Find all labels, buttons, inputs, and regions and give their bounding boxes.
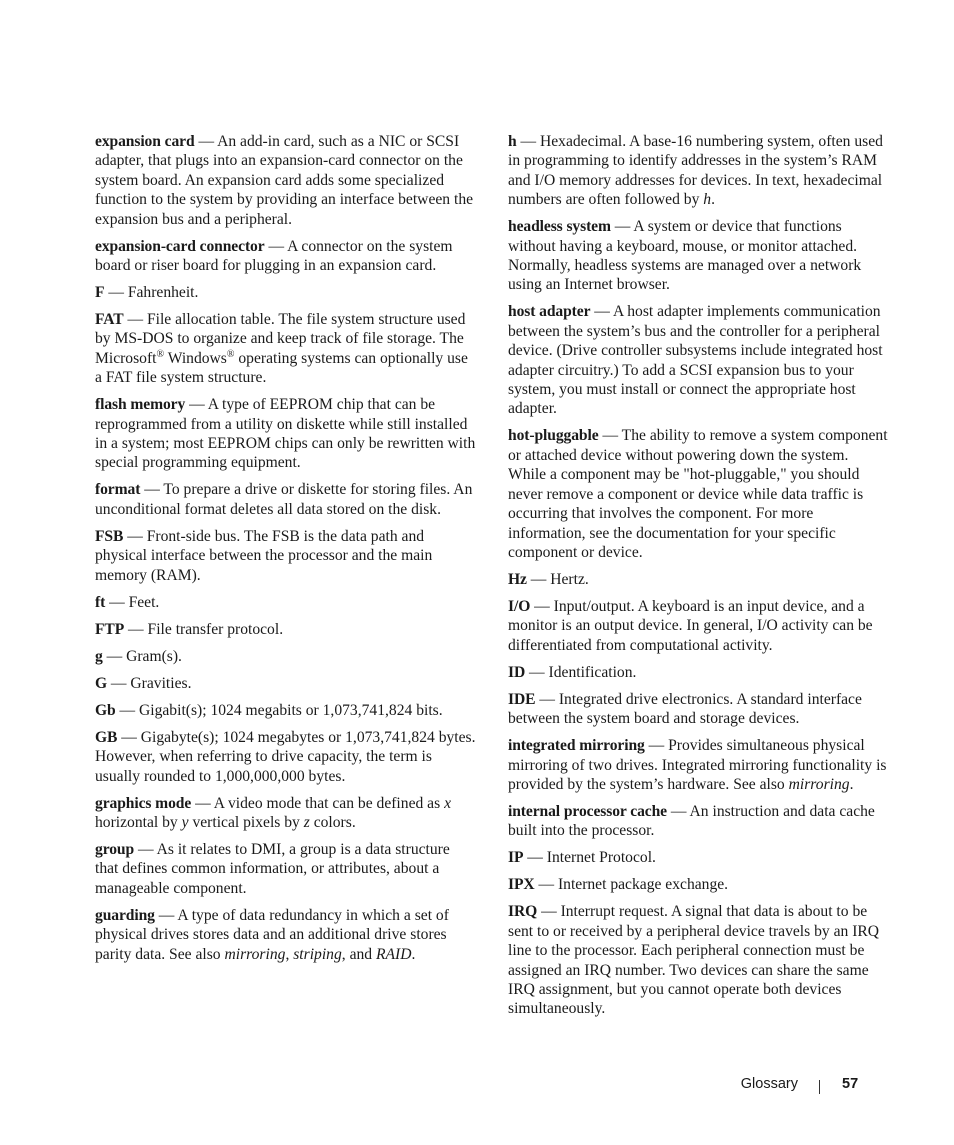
glossary-entry-hot-pluggable bbox=[508, 426, 890, 562]
glossary-entry-flash-memory bbox=[95, 395, 477, 473]
footer-section-title: Glossary bbox=[740, 1076, 798, 1092]
entry-separator: — bbox=[140, 481, 164, 499]
entry-definition: As it relates to DMI, a group is a data structure that defines common information, or attributes, about a manageable component. bbox=[95, 840, 450, 897]
entry-separator: — bbox=[123, 527, 147, 545]
glossary-entry-gb-byte bbox=[95, 728, 477, 786]
entry-definition: Hertz. bbox=[550, 570, 589, 588]
entry-separator: — bbox=[667, 802, 690, 820]
glossary-entry-io bbox=[508, 597, 890, 655]
entry-term: expansion-card connector bbox=[95, 237, 265, 255]
entry-definition: An instruction and data cache built into the processor. bbox=[508, 802, 875, 840]
entry-definition-cont: . bbox=[711, 191, 715, 209]
entry-separator: — bbox=[644, 737, 669, 755]
glossary-entry-guarding bbox=[95, 906, 477, 964]
entry-term: IDE bbox=[508, 690, 536, 708]
entry-definition: Feet. bbox=[128, 593, 160, 611]
entry-definition-cont: , bbox=[285, 945, 294, 963]
page-footer bbox=[0, 1076, 954, 1098]
entry-separator: — bbox=[104, 284, 128, 302]
entry-term: group bbox=[95, 840, 135, 858]
entry-definition: Input/output. A keyboard is an input device, and a monitor is an output device. In general, I/O activity can be differentiated from computational activity. bbox=[508, 597, 873, 654]
entry-definition: Gigabyte(s); 1024 megabytes or 1,073,741,824 bytes. However, when referring to drive capacity, the term is usually rounded to 1,000,000,000 bytes. bbox=[95, 728, 476, 785]
italic-term: z bbox=[303, 813, 310, 831]
glossary-entry-ipx bbox=[508, 875, 890, 894]
entry-definition: Interrupt request. A signal that data is about to be sent to or received by a peripheral device travels by an IRQ line to the processor. Each peripheral connection must be assigned an IRQ number. Two devices can share the same IRQ assignment, but you cannot operate both devices simultaneously. bbox=[508, 903, 880, 1018]
entry-definition: Provides simultaneous physical mirroring of two drives. Integrated mirroring functionality is provided by the system’s hardware. See also bbox=[508, 737, 887, 793]
glossary-entry-host-adapter bbox=[508, 302, 890, 418]
glossary-entry-ip bbox=[508, 848, 890, 867]
glossary-right-column bbox=[508, 132, 890, 1026]
entry-definition: The ability to remove a system component or attached device without powering down the system. While a component may be "hot-pluggable," you should never remove a component or device while data traffic is occurring that involves the component. For more information, see the documentation for your specific component or device. bbox=[508, 427, 888, 561]
entry-separator: — bbox=[124, 620, 148, 638]
entry-term: headless system bbox=[508, 218, 611, 236]
entry-separator: — bbox=[191, 794, 214, 812]
glossary-entry-irq bbox=[508, 902, 890, 1018]
registered-mark: ® bbox=[156, 348, 165, 360]
entry-term: internal processor cache bbox=[508, 802, 667, 820]
italic-term: RAID bbox=[375, 945, 412, 963]
entry-separator: — bbox=[117, 728, 141, 746]
entry-separator: — bbox=[123, 311, 147, 329]
entry-separator: — bbox=[154, 906, 178, 924]
entry-separator: — bbox=[102, 647, 127, 665]
glossary-entry-fsb bbox=[95, 527, 477, 585]
entry-term: h bbox=[508, 133, 517, 150]
entry-definition: Integrated drive electronics. A standard interface between the system board and storage devices. bbox=[508, 690, 862, 728]
entry-separator: — bbox=[525, 663, 549, 681]
entry-separator: — bbox=[115, 701, 139, 719]
entry-definition-cont: vertical pixels by bbox=[188, 813, 304, 831]
entry-separator: — bbox=[107, 674, 131, 692]
entry-term: IP bbox=[508, 849, 524, 867]
glossary-entry-f bbox=[95, 283, 477, 302]
entry-term: guarding bbox=[95, 906, 155, 924]
glossary-entry-ftp bbox=[95, 620, 477, 639]
entry-term: graphics mode bbox=[95, 794, 192, 812]
entry-term: ID bbox=[508, 663, 526, 681]
entry-definition: A video mode that can be defined as bbox=[213, 794, 445, 812]
glossary-entry-hz bbox=[508, 570, 890, 589]
glossary-entry-fat bbox=[95, 310, 477, 388]
entry-term: host adapter bbox=[508, 303, 591, 321]
italic-term: y bbox=[181, 813, 189, 831]
entry-definition: An add-in card, such as a NIC or SCSI adapter, that plugs into an expansion-card connector on the system board. An expansion card adds some specialized function to the system by providing an interface between the expansion bus and a peripheral. bbox=[95, 133, 474, 228]
entry-definition: Gigabit(s); 1024 megabits or 1,073,741,824 bits. bbox=[139, 701, 443, 719]
entry-definition-cont: operating systems can optionally use a FAT file system structure. bbox=[95, 349, 468, 387]
entry-definition-cont: . bbox=[849, 775, 854, 793]
glossary-entry-ide bbox=[508, 690, 890, 729]
entry-separator: — bbox=[105, 593, 129, 611]
entry-term: g bbox=[95, 647, 103, 665]
entry-definition: A type of EEPROM chip that can be reprogrammed from a utility on diskette while still installed in a system; most EEPROM chips can only be rewritten with special programming equipment. bbox=[95, 396, 476, 472]
entry-term: IRQ bbox=[508, 903, 538, 921]
glossary-entry-headless-system bbox=[508, 217, 890, 295]
footer-divider bbox=[819, 1080, 820, 1094]
entry-separator: — bbox=[523, 849, 547, 867]
entry-term: hot-pluggable bbox=[508, 427, 599, 445]
page-number: 57 bbox=[842, 1076, 859, 1092]
entry-separator: — bbox=[537, 903, 561, 921]
entry-term: FTP bbox=[95, 620, 125, 638]
entry-definition-cont: Windows bbox=[164, 349, 227, 367]
entry-definition-cont: colors. bbox=[309, 813, 356, 831]
entry-definition: A system or device that functions without having a keyboard, mouse, or monitor attached. Normally, headless systems are managed over a network using an Internet browser. bbox=[508, 218, 862, 294]
entry-definition: Internet package exchange. bbox=[557, 876, 729, 894]
glossary-entry-g-upper bbox=[95, 674, 477, 693]
entry-definition: Hexadecimal. A base-16 numbering system, often used in programming to identify addresses in the system’s RAM and I/O memory addresses for devices. In text, hexadecimal numbers are often followed by bbox=[508, 133, 883, 209]
entry-definition: A connector on the system board or riser board for plugging in an expansion card. bbox=[95, 237, 453, 275]
entry-term: Hz bbox=[508, 570, 527, 588]
entry-definition: A host adapter implements communication between the system’s bus and the controller for a peripheral device. (Drive controller subsystems include integrated host adapter circuitry.) To add a SCSI expansion bus to your system, you must install or connect the appropriate host adapter. bbox=[508, 303, 883, 418]
entry-separator: — bbox=[590, 303, 613, 321]
entry-definition: File transfer protocol. bbox=[147, 620, 284, 638]
entry-definition: File allocation table. The file system structure used by MS-DOS to organize and keep track of file storage. The Microsoft bbox=[95, 311, 466, 367]
glossary-entry-internal-processor-cache bbox=[508, 802, 890, 841]
entry-term: I/O bbox=[508, 597, 531, 615]
entry-separator: — bbox=[185, 396, 208, 414]
entry-definition: Internet Protocol. bbox=[546, 849, 656, 867]
entry-definition: Gram(s). bbox=[126, 647, 182, 665]
entry-separator: — bbox=[610, 218, 634, 236]
glossary-entry-expansion-card bbox=[95, 132, 477, 229]
entry-definition: Fahrenheit. bbox=[127, 284, 199, 302]
glossary-entry-expansion-card-connector bbox=[95, 237, 477, 276]
italic-term: h bbox=[703, 191, 712, 209]
entry-term: expansion card bbox=[95, 133, 195, 150]
entry-separator: — bbox=[526, 570, 551, 588]
entry-definition: Identification. bbox=[548, 663, 637, 681]
entry-separator: — bbox=[194, 133, 218, 150]
entry-definition: Gravities. bbox=[130, 674, 192, 692]
entry-separator: — bbox=[530, 597, 554, 615]
italic-term: mirroring bbox=[224, 945, 286, 963]
italic-term: mirroring bbox=[788, 775, 850, 793]
entry-separator: — bbox=[535, 690, 559, 708]
entry-term: FSB bbox=[95, 527, 124, 545]
registered-mark: ® bbox=[226, 348, 235, 360]
entry-term: integrated mirroring bbox=[508, 737, 645, 755]
italic-term: striping bbox=[293, 945, 342, 963]
glossary-entry-h bbox=[508, 132, 890, 210]
glossary-entry-integrated-mirroring bbox=[508, 736, 890, 794]
entry-separator: — bbox=[516, 133, 540, 150]
entry-term: F bbox=[95, 284, 105, 302]
entry-separator: — bbox=[534, 876, 558, 894]
entry-term: format bbox=[95, 481, 141, 499]
entry-separator: — bbox=[264, 237, 288, 255]
glossary-entry-group bbox=[95, 840, 477, 898]
entry-separator: — bbox=[598, 427, 622, 445]
glossary-entry-ft bbox=[95, 593, 477, 612]
entry-term: G bbox=[95, 674, 108, 692]
glossary-entry-graphics-mode bbox=[95, 794, 477, 833]
entry-term: FAT bbox=[95, 311, 124, 329]
glossary-entry-g-lower bbox=[95, 647, 477, 666]
entry-definition-cont: . bbox=[411, 945, 416, 963]
entry-term: Gb bbox=[95, 701, 116, 719]
entry-term: flash memory bbox=[95, 396, 186, 414]
glossary-left-column bbox=[95, 132, 477, 972]
entry-term: ft bbox=[95, 593, 106, 611]
entry-separator: — bbox=[134, 840, 157, 858]
entry-definition: To prepare a drive or diskette for storing files. An unconditional format deletes all data stored on the disk. bbox=[95, 481, 473, 518]
glossary-entry-format bbox=[95, 480, 477, 519]
glossary-entry-id bbox=[508, 663, 890, 682]
entry-definition-cont: horizontal by bbox=[95, 813, 182, 831]
entry-definition: A type of data redundancy in which a set of physical drives stores data and an additional drive stores parity data. See also bbox=[95, 906, 449, 963]
entry-term: GB bbox=[95, 728, 118, 746]
entry-definition: Front-side bus. The FSB is the data path and physical interface between the processor and the main memory (RAM). bbox=[95, 527, 433, 584]
glossary-entry-gb-bit bbox=[95, 701, 477, 720]
italic-term: x bbox=[444, 794, 451, 812]
entry-definition-cont: , and bbox=[341, 945, 376, 963]
entry-term: IPX bbox=[508, 876, 535, 894]
